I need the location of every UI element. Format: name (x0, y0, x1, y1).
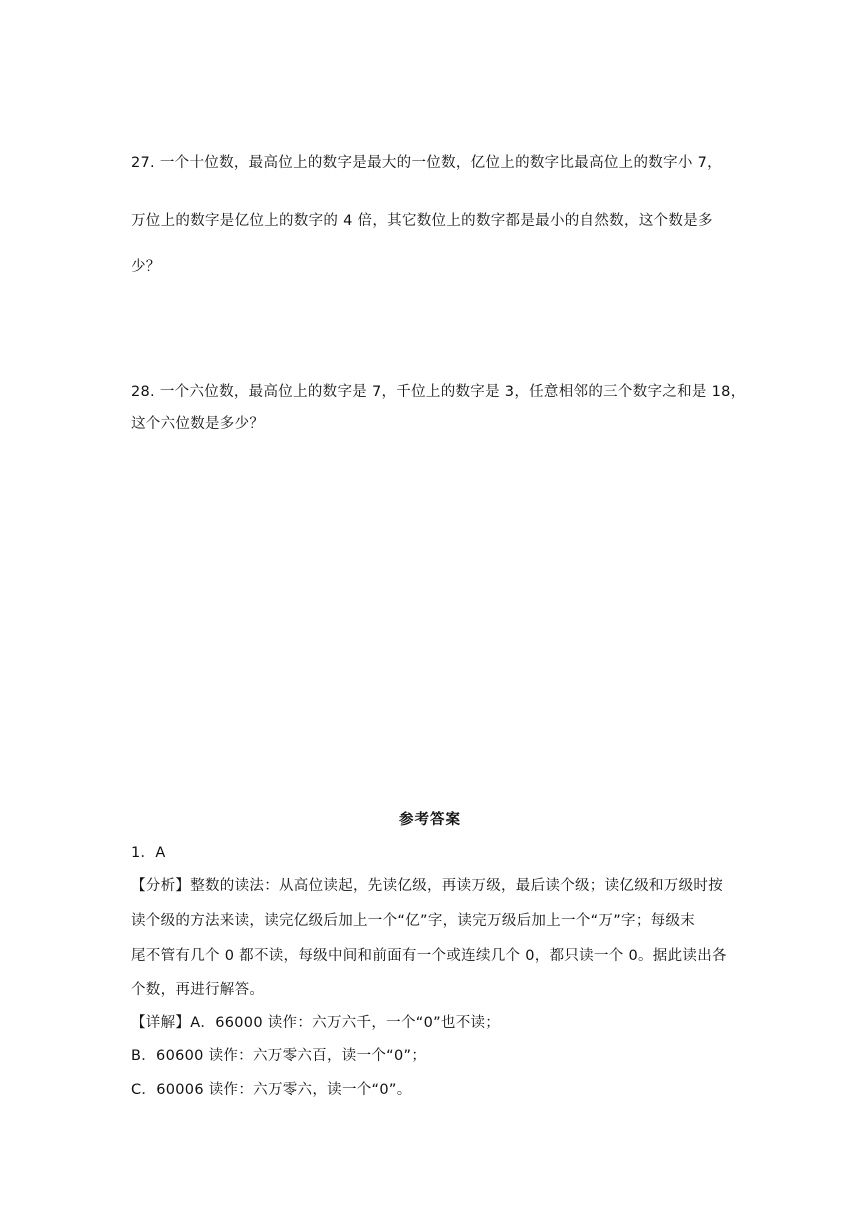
detail-line: 【详解】A．66000 读作：六万六千，一个“0”也不读； (131, 1015, 501, 1031)
question-28-line: 这个六位数是多少？ (131, 416, 265, 432)
answer-1: 1．A (131, 845, 166, 861)
analysis-line: 读个级的方法来读，读完亿级后加上一个“亿”字，读完万级后加上一个“万”字；每级末 (131, 913, 696, 929)
analysis-line: 尾不管有几个 0 都不读，每级中间和前面有一个或连续几个 0，都只读一个 0。据此读出各 (131, 948, 727, 964)
detail-line: B．60600 读作：六万零六百，读一个“0”； (131, 1048, 427, 1064)
analysis-line: 【分析】整数的读法：从高位读起，先读亿级，再读万级，最后读个级；读亿级和万级时按 (131, 878, 723, 894)
question-28-line: 28. 一个六位数，最高位上的数字是 7，千位上的数字是 3，任意相邻的三个数字之和是 18， (131, 384, 746, 400)
question-27-line: 万位上的数字是亿位上的数字的 4 倍，其它数位上的数字都是最小的自然数，这个数是多 (131, 213, 713, 229)
analysis-line: 个数，再进行解答。 (131, 982, 265, 998)
question-27-line: 27. 一个十位数，最高位上的数字是最大的一位数，亿位上的数字比最高位上的数字小 7， (131, 155, 722, 171)
question-27-line: 少？ (131, 259, 161, 275)
answer-section-title: 参考答案 (399, 812, 461, 828)
detail-line: C．60006 读作：六万零六，读一个“0”。 (131, 1082, 412, 1098)
